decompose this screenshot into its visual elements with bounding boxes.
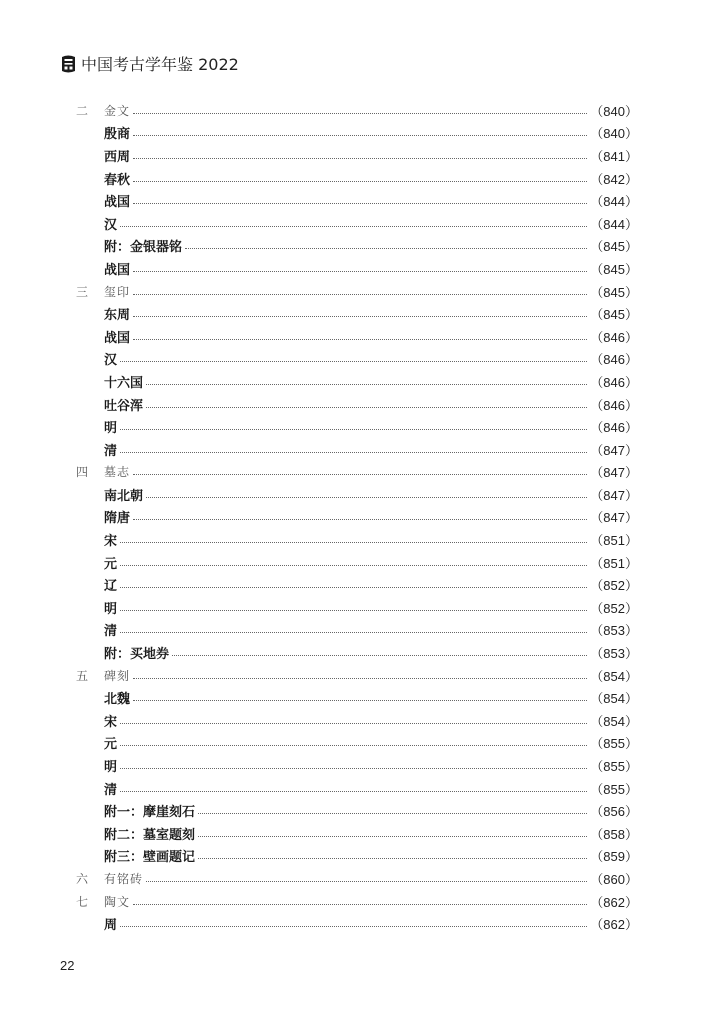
toc-page-number: （852） [590,600,638,616]
toc-entry [72,212,638,235]
toc-entry-label: 吐谷浑 [104,398,144,414]
toc-section-number: 二 [76,103,89,118]
toc-entry-label: 汉 [104,353,118,369]
toc-page-number: （840） [590,103,638,119]
toc-entry-label: 殷商 [104,127,131,143]
toc-entry-label: 汉 [104,217,118,233]
toc-entry [72,573,638,596]
toc-entry-label: 战国 [104,195,131,211]
page-header [60,52,239,75]
toc-entry [72,867,638,890]
yearbook-seal-icon [60,54,77,74]
toc-section-number: 六 [76,871,89,886]
dot-leader [120,926,587,927]
toc-entry-label: 隋唐 [104,511,131,527]
toc-page-number: （844） [590,216,638,232]
toc-entry [72,912,638,935]
toc-entry [72,122,638,145]
toc-entry [72,596,638,619]
toc-entry [72,189,638,212]
toc-entry [72,506,638,529]
toc-entry-label: 墓志 [104,465,131,480]
toc-entry-label: 战国 [104,262,131,278]
toc-page-number: （845） [590,284,638,300]
toc-section-number: 七 [76,894,89,909]
toc-entry [72,777,638,800]
dot-leader [120,632,587,633]
toc-page-number: （855） [590,759,638,775]
toc-entry-label: 南北朝 [104,488,144,504]
toc-page-number: （845） [590,261,638,277]
toc-entry [72,99,638,122]
toc-entry-label: 宋 [104,534,118,550]
toc-page-number: （846） [590,374,638,390]
toc-page-number: （851） [590,555,638,571]
dot-leader [146,881,587,882]
toc-entry [72,257,638,280]
dot-leader [172,655,587,656]
toc-entry [72,845,638,868]
toc-entry [72,483,638,506]
toc-entry [72,280,638,303]
toc-entry [72,370,638,393]
toc-page-number: （840） [590,126,638,142]
toc-entry [72,167,638,190]
dot-leader [120,768,587,769]
toc-section-number: 四 [76,465,89,480]
toc-entry-label: 宋 [104,714,118,730]
toc-entry [72,393,638,416]
toc-entry [72,664,638,687]
toc-entry [72,528,638,551]
dot-leader [120,745,587,746]
table-of-contents [72,99,638,935]
toc-page-number: （858） [590,826,638,842]
dot-leader [133,294,587,295]
dot-leader [120,565,587,566]
dot-leader [120,429,587,430]
toc-entry-label: 有铭砖 [104,871,144,886]
toc-page-number: （859） [590,849,638,865]
book-title: 中国考古学年鉴 2022 [81,55,239,74]
page-number: 22 [60,958,75,973]
toc-page-number: （847） [590,487,638,503]
toc-page-number: （855） [590,781,638,797]
toc-entry-label: 东周 [104,308,131,324]
toc-entry [72,822,638,845]
toc-entry [72,144,638,167]
dot-leader [120,610,587,611]
toc-entry-label: 清 [104,782,118,798]
dot-leader [133,339,587,340]
dot-leader [133,158,587,159]
dot-leader [133,181,587,182]
toc-page-number: （842） [590,171,638,187]
dot-leader [133,271,587,272]
toc-entry-label: 附三：壁画题记 [104,850,196,866]
toc-page-number: （862） [590,894,638,910]
toc-entry-label: 战国 [104,330,131,346]
toc-entry-label: 清 [104,624,118,640]
toc-page-number: （854） [590,668,638,684]
toc-page-number: （846） [590,329,638,345]
dot-leader [120,587,587,588]
dot-leader [133,678,587,679]
toc-entry [72,709,638,732]
toc-page-number: （846） [590,397,638,413]
toc-page-number: （845） [590,239,638,255]
dot-leader [120,361,587,362]
toc-entry [72,438,638,461]
toc-entry [72,754,638,777]
toc-entry-label: 辽 [104,579,118,595]
toc-entry [72,461,638,484]
toc-entry [72,325,638,348]
toc-section-number: 五 [76,668,89,683]
toc-page-number: （844） [590,194,638,210]
toc-entry [72,619,638,642]
toc-entry [72,732,638,755]
dot-leader [120,791,587,792]
dot-leader [198,858,587,859]
toc-entry-label: 明 [104,760,118,776]
toc-entry-label: 玺印 [104,284,131,299]
toc-entry-label: 附一：摩崖刻石 [104,805,196,821]
dot-leader [133,135,587,136]
toc-entry-label: 清 [104,443,118,459]
dot-leader [120,723,587,724]
toc-entry [72,641,638,664]
toc-page-number: （847） [590,465,638,481]
dot-leader [133,113,587,114]
toc-section-number: 三 [76,284,89,299]
toc-page-number: （852） [590,578,638,594]
dot-leader [133,700,587,701]
toc-page-number: （853） [590,646,638,662]
dot-leader [120,542,587,543]
dot-leader [198,836,587,837]
toc-entry [72,890,638,913]
toc-entry-label: 碑刻 [104,668,131,683]
toc-entry [72,348,638,371]
toc-page-number: （862） [590,917,638,933]
dot-leader [198,813,587,814]
toc-entry-label: 金文 [104,103,131,118]
dot-leader [133,904,587,905]
toc-page-number: （851） [590,533,638,549]
toc-entry-label: 十六国 [104,375,144,391]
toc-entry-label: 北魏 [104,692,131,708]
toc-page-number: （847） [590,510,638,526]
toc-page-number: （846） [590,352,638,368]
toc-page-number: （846） [590,420,638,436]
toc-entry-label: 附：买地券 [104,647,170,663]
dot-leader [120,226,587,227]
dot-leader [133,316,587,317]
toc-entry-label: 春秋 [104,172,131,188]
toc-entry-label: 明 [104,421,118,437]
toc-entry [72,799,638,822]
toc-entry [72,415,638,438]
toc-page-number: （854） [590,713,638,729]
toc-entry-label: 附二：墓室题刻 [104,827,196,843]
toc-page-number: （841） [590,148,638,164]
toc-entry-label: 元 [104,737,118,753]
dot-leader [120,452,587,453]
toc-entry-label: 陶文 [104,894,131,909]
toc-entry-label: 元 [104,556,118,572]
toc-entry-label: 附：金银器铭 [104,240,183,256]
toc-entry [72,551,638,574]
dot-leader [185,248,587,249]
toc-entry-label: 明 [104,601,118,617]
toc-entry-label: 西周 [104,149,131,165]
dot-leader [133,519,587,520]
toc-entry [72,686,638,709]
dot-leader [146,497,587,498]
toc-page-number: （853） [590,623,638,639]
toc-page-number: （847） [590,442,638,458]
toc-page-number: （856） [590,804,638,820]
dot-leader [133,474,587,475]
toc-page-number: （855） [590,736,638,752]
dot-leader [146,407,587,408]
toc-page-number: （854） [590,691,638,707]
toc-entry [72,302,638,325]
toc-page-number: （860） [590,871,638,887]
dot-leader [146,384,587,385]
toc-entry-label: 周 [104,918,118,934]
dot-leader [133,203,587,204]
toc-page-number: （845） [590,307,638,323]
toc-entry [72,235,638,258]
